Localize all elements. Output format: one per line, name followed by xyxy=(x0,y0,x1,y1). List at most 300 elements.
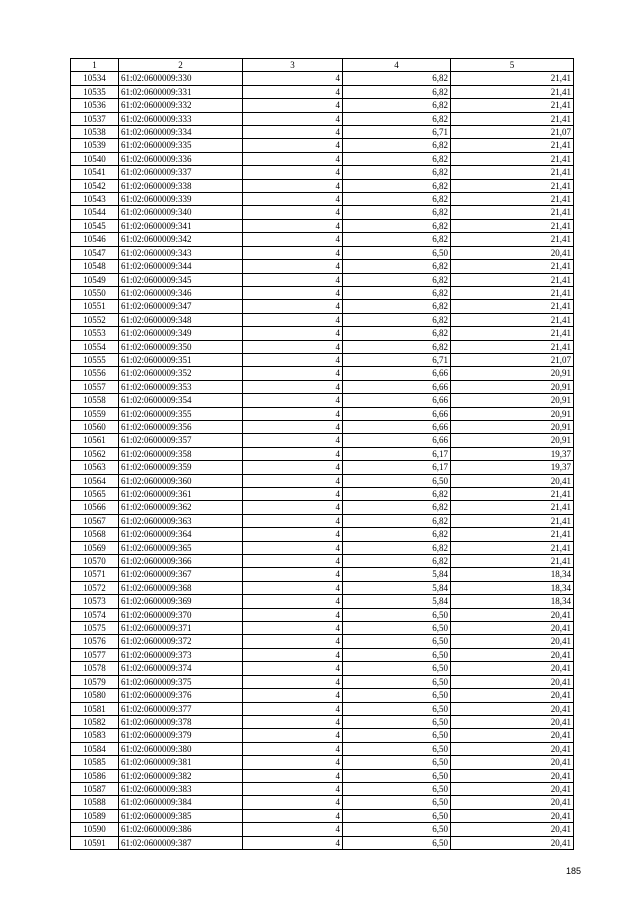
row-number-cell: 10560 xyxy=(71,420,119,433)
col5-cell: 21,41 xyxy=(451,514,574,527)
cadastral-number-cell: 61:02:0600009:332 xyxy=(119,99,243,112)
cadastral-number-cell: 61:02:0600009:340 xyxy=(119,206,243,219)
table-row xyxy=(71,595,574,608)
col5-cell: 20,41 xyxy=(451,702,574,715)
col3-cell: 4 xyxy=(243,568,343,581)
col4-cell: 6,50 xyxy=(343,756,451,769)
col5-cell: 20,41 xyxy=(451,246,574,259)
table-row xyxy=(71,420,574,433)
row-number-cell: 10568 xyxy=(71,528,119,541)
col5-cell: 20,41 xyxy=(451,689,574,702)
col3-cell: 4 xyxy=(243,528,343,541)
col5-cell: 21,41 xyxy=(451,193,574,206)
cadastral-number-cell: 61:02:0600009:365 xyxy=(119,541,243,554)
col4-cell: 6,82 xyxy=(343,340,451,353)
col4-cell: 6,82 xyxy=(343,286,451,299)
col4-cell: 6,50 xyxy=(343,662,451,675)
table-row xyxy=(71,689,574,702)
row-number-cell: 10554 xyxy=(71,340,119,353)
cadastral-number-cell: 61:02:0600009:384 xyxy=(119,796,243,809)
col3-cell: 4 xyxy=(243,179,343,192)
cadastral-number-cell: 61:02:0600009:387 xyxy=(119,836,243,849)
col4-cell: 6,66 xyxy=(343,380,451,393)
row-number-cell: 10578 xyxy=(71,662,119,675)
col4-cell: 6,71 xyxy=(343,126,451,139)
table-row xyxy=(71,742,574,755)
column-header-4: 4 xyxy=(343,59,451,72)
cadastral-number-cell: 61:02:0600009:341 xyxy=(119,219,243,232)
table-row xyxy=(71,675,574,688)
cadastral-number-cell: 61:02:0600009:373 xyxy=(119,648,243,661)
col4-cell: 6,82 xyxy=(343,166,451,179)
col4-cell: 6,50 xyxy=(343,836,451,849)
col3-cell: 4 xyxy=(243,514,343,527)
row-number-cell: 10549 xyxy=(71,273,119,286)
col3-cell: 4 xyxy=(243,260,343,273)
page-number: 185 xyxy=(566,866,582,876)
col3-cell: 4 xyxy=(243,219,343,232)
table-row xyxy=(71,407,574,420)
row-number-cell: 10563 xyxy=(71,461,119,474)
col3-cell: 4 xyxy=(243,769,343,782)
col5-cell: 21,41 xyxy=(451,99,574,112)
table-row xyxy=(71,112,574,125)
table-row xyxy=(71,555,574,568)
row-number-cell: 10564 xyxy=(71,474,119,487)
col4-cell: 6,50 xyxy=(343,474,451,487)
table-row xyxy=(71,662,574,675)
col4-cell: 6,82 xyxy=(343,112,451,125)
col4-cell: 6,82 xyxy=(343,233,451,246)
col3-cell: 4 xyxy=(243,823,343,836)
table-row xyxy=(71,447,574,460)
cadastral-number-cell: 61:02:0600009:371 xyxy=(119,622,243,635)
col3-cell: 4 xyxy=(243,715,343,728)
col4-cell: 6,50 xyxy=(343,246,451,259)
table-row xyxy=(71,488,574,501)
cadastral-number-cell: 61:02:0600009:356 xyxy=(119,420,243,433)
row-number-cell: 10583 xyxy=(71,729,119,742)
row-number-cell: 10553 xyxy=(71,327,119,340)
col5-cell: 20,41 xyxy=(451,608,574,621)
col3-cell: 4 xyxy=(243,72,343,85)
row-number-cell: 10584 xyxy=(71,742,119,755)
col3-cell: 4 xyxy=(243,286,343,299)
col4-cell: 6,82 xyxy=(343,219,451,232)
col5-cell: 21,41 xyxy=(451,233,574,246)
cadastral-number-cell: 61:02:0600009:347 xyxy=(119,300,243,313)
col4-cell: 6,50 xyxy=(343,809,451,822)
table-row xyxy=(71,782,574,795)
col5-cell: 18,34 xyxy=(451,581,574,594)
col3-cell: 4 xyxy=(243,434,343,447)
cadastral-number-cell: 61:02:0600009:357 xyxy=(119,434,243,447)
col3-cell: 4 xyxy=(243,796,343,809)
col5-cell: 21,41 xyxy=(451,340,574,353)
col4-cell: 6,82 xyxy=(343,501,451,514)
col3-cell: 4 xyxy=(243,152,343,165)
table-row xyxy=(71,394,574,407)
table-row xyxy=(71,286,574,299)
col3-cell: 4 xyxy=(243,340,343,353)
table-row xyxy=(71,367,574,380)
cadastral-number-cell: 61:02:0600009:342 xyxy=(119,233,243,246)
col5-cell: 20,91 xyxy=(451,367,574,380)
col5-cell: 18,34 xyxy=(451,568,574,581)
col5-cell: 21,41 xyxy=(451,286,574,299)
row-number-cell: 10547 xyxy=(71,246,119,259)
cadastral-number-cell: 61:02:0600009:335 xyxy=(119,139,243,152)
col5-cell: 20,91 xyxy=(451,407,574,420)
cadastral-number-cell: 61:02:0600009:380 xyxy=(119,742,243,755)
col4-cell: 6,50 xyxy=(343,796,451,809)
cadastral-number-cell: 61:02:0600009:359 xyxy=(119,461,243,474)
row-number-cell: 10559 xyxy=(71,407,119,420)
col3-cell: 4 xyxy=(243,85,343,98)
col5-cell: 20,41 xyxy=(451,742,574,755)
col5-cell: 20,41 xyxy=(451,622,574,635)
table-row xyxy=(71,635,574,648)
col3-cell: 4 xyxy=(243,488,343,501)
col5-cell: 20,41 xyxy=(451,648,574,661)
table-row xyxy=(71,702,574,715)
table-row xyxy=(71,219,574,232)
col5-cell: 21,41 xyxy=(451,313,574,326)
col5-cell: 20,41 xyxy=(451,782,574,795)
col3-cell: 4 xyxy=(243,608,343,621)
col3-cell: 4 xyxy=(243,809,343,822)
col3-cell: 4 xyxy=(243,742,343,755)
col4-cell: 6,82 xyxy=(343,528,451,541)
col3-cell: 4 xyxy=(243,139,343,152)
col5-cell: 20,41 xyxy=(451,809,574,822)
col5-cell: 21,41 xyxy=(451,488,574,501)
col4-cell: 6,17 xyxy=(343,447,451,460)
col5-cell: 21,41 xyxy=(451,112,574,125)
cadastral-number-cell: 61:02:0600009:348 xyxy=(119,313,243,326)
table-row xyxy=(71,501,574,514)
col3-cell: 4 xyxy=(243,675,343,688)
col5-cell: 21,41 xyxy=(451,139,574,152)
row-number-cell: 10586 xyxy=(71,769,119,782)
row-number-cell: 10577 xyxy=(71,648,119,661)
row-number-cell: 10581 xyxy=(71,702,119,715)
table-row xyxy=(71,380,574,393)
row-number-cell: 10590 xyxy=(71,823,119,836)
row-number-cell: 10558 xyxy=(71,394,119,407)
col4-cell: 6,50 xyxy=(343,702,451,715)
row-number-cell: 10579 xyxy=(71,675,119,688)
table-row xyxy=(71,514,574,527)
cadastral-number-cell: 61:02:0600009:345 xyxy=(119,273,243,286)
col3-cell: 4 xyxy=(243,474,343,487)
row-number-cell: 10561 xyxy=(71,434,119,447)
cadastral-number-cell: 61:02:0600009:370 xyxy=(119,608,243,621)
cadastral-number-cell: 61:02:0600009:362 xyxy=(119,501,243,514)
table-row xyxy=(71,206,574,219)
col3-cell: 4 xyxy=(243,206,343,219)
cadastral-number-cell: 61:02:0600009:360 xyxy=(119,474,243,487)
col5-cell: 20,91 xyxy=(451,434,574,447)
col3-cell: 4 xyxy=(243,555,343,568)
row-number-cell: 10536 xyxy=(71,99,119,112)
col4-cell: 6,50 xyxy=(343,675,451,688)
table-row xyxy=(71,300,574,313)
col5-cell: 21,41 xyxy=(451,528,574,541)
table-row xyxy=(71,99,574,112)
row-number-cell: 10542 xyxy=(71,179,119,192)
cadastral-number-cell: 61:02:0600009:381 xyxy=(119,756,243,769)
col3-cell: 4 xyxy=(243,193,343,206)
row-number-cell: 10585 xyxy=(71,756,119,769)
col4-cell: 6,50 xyxy=(343,648,451,661)
col4-cell: 6,50 xyxy=(343,635,451,648)
table-row xyxy=(71,528,574,541)
col5-cell: 21,41 xyxy=(451,152,574,165)
col4-cell: 6,50 xyxy=(343,715,451,728)
col3-cell: 4 xyxy=(243,782,343,795)
col3-cell: 4 xyxy=(243,313,343,326)
col3-cell: 4 xyxy=(243,246,343,259)
col3-cell: 4 xyxy=(243,447,343,460)
col4-cell: 6,66 xyxy=(343,434,451,447)
col4-cell: 6,82 xyxy=(343,99,451,112)
col4-cell: 6,82 xyxy=(343,514,451,527)
cadastral-number-cell: 61:02:0600009:334 xyxy=(119,126,243,139)
col4-cell: 6,82 xyxy=(343,179,451,192)
table-row xyxy=(71,474,574,487)
cadastral-number-cell: 61:02:0600009:366 xyxy=(119,555,243,568)
row-number-cell: 10572 xyxy=(71,581,119,594)
cadastral-number-cell: 61:02:0600009:375 xyxy=(119,675,243,688)
col3-cell: 4 xyxy=(243,407,343,420)
cadastral-number-cell: 61:02:0600009:351 xyxy=(119,353,243,366)
cadastral-number-cell: 61:02:0600009:350 xyxy=(119,340,243,353)
table-row xyxy=(71,273,574,286)
cadastral-number-cell: 61:02:0600009:331 xyxy=(119,85,243,98)
cadastral-number-cell: 61:02:0600009:363 xyxy=(119,514,243,527)
col4-cell: 6,82 xyxy=(343,300,451,313)
row-number-cell: 10545 xyxy=(71,219,119,232)
cadastral-number-cell: 61:02:0600009:358 xyxy=(119,447,243,460)
cadastral-number-cell: 61:02:0600009:368 xyxy=(119,581,243,594)
table-row xyxy=(71,233,574,246)
col4-cell: 6,82 xyxy=(343,541,451,554)
column-header-1: 1 xyxy=(71,59,119,72)
col4-cell: 6,66 xyxy=(343,420,451,433)
cadastral-number-cell: 61:02:0600009:361 xyxy=(119,488,243,501)
row-number-cell: 10544 xyxy=(71,206,119,219)
cadastral-number-cell: 61:02:0600009:349 xyxy=(119,327,243,340)
col4-cell: 6,50 xyxy=(343,608,451,621)
col5-cell: 20,91 xyxy=(451,394,574,407)
col5-cell: 20,41 xyxy=(451,836,574,849)
row-number-cell: 10557 xyxy=(71,380,119,393)
col5-cell: 21,41 xyxy=(451,179,574,192)
row-number-cell: 10571 xyxy=(71,568,119,581)
row-number-cell: 10541 xyxy=(71,166,119,179)
table-row xyxy=(71,166,574,179)
table-row xyxy=(71,152,574,165)
table-row xyxy=(71,72,574,85)
table-body xyxy=(71,72,574,850)
row-number-cell: 10567 xyxy=(71,514,119,527)
col4-cell: 6,82 xyxy=(343,193,451,206)
col4-cell: 6,82 xyxy=(343,206,451,219)
table-row xyxy=(71,715,574,728)
table-row xyxy=(71,809,574,822)
col4-cell: 6,50 xyxy=(343,769,451,782)
table-row xyxy=(71,179,574,192)
col5-cell: 20,91 xyxy=(451,420,574,433)
col3-cell: 4 xyxy=(243,300,343,313)
col3-cell: 4 xyxy=(243,581,343,594)
col5-cell: 20,41 xyxy=(451,756,574,769)
col5-cell: 20,41 xyxy=(451,715,574,728)
col4-cell: 6,82 xyxy=(343,72,451,85)
row-number-cell: 10580 xyxy=(71,689,119,702)
row-number-cell: 10582 xyxy=(71,715,119,728)
cadastral-number-cell: 61:02:0600009:333 xyxy=(119,112,243,125)
col5-cell: 19,37 xyxy=(451,461,574,474)
col3-cell: 4 xyxy=(243,233,343,246)
col4-cell: 6,82 xyxy=(343,85,451,98)
col3-cell: 4 xyxy=(243,541,343,554)
col3-cell: 4 xyxy=(243,729,343,742)
col4-cell: 6,82 xyxy=(343,139,451,152)
row-number-cell: 10565 xyxy=(71,488,119,501)
table-row xyxy=(71,541,574,554)
table-row xyxy=(71,729,574,742)
table-row xyxy=(71,622,574,635)
cadastral-number-cell: 61:02:0600009:346 xyxy=(119,286,243,299)
cadastral-number-cell: 61:02:0600009:364 xyxy=(119,528,243,541)
table-row xyxy=(71,568,574,581)
col3-cell: 4 xyxy=(243,622,343,635)
col3-cell: 4 xyxy=(243,166,343,179)
row-number-cell: 10534 xyxy=(71,72,119,85)
cadastral-number-cell: 61:02:0600009:330 xyxy=(119,72,243,85)
row-number-cell: 10535 xyxy=(71,85,119,98)
col3-cell: 4 xyxy=(243,126,343,139)
table-row xyxy=(71,126,574,139)
table-row xyxy=(71,340,574,353)
row-number-cell: 10589 xyxy=(71,809,119,822)
col4-cell: 6,66 xyxy=(343,407,451,420)
col5-cell: 20,41 xyxy=(451,769,574,782)
cadastral-number-cell: 61:02:0600009:339 xyxy=(119,193,243,206)
cadastral-number-cell: 61:02:0600009:344 xyxy=(119,260,243,273)
cadastral-number-cell: 61:02:0600009:337 xyxy=(119,166,243,179)
row-number-cell: 10548 xyxy=(71,260,119,273)
table-row xyxy=(71,434,574,447)
col4-cell: 6,50 xyxy=(343,782,451,795)
table-row xyxy=(71,193,574,206)
table-row xyxy=(71,769,574,782)
row-number-cell: 10588 xyxy=(71,796,119,809)
cadastral-number-cell: 61:02:0600009:376 xyxy=(119,689,243,702)
col5-cell: 20,41 xyxy=(451,662,574,675)
row-number-cell: 10556 xyxy=(71,367,119,380)
cadastral-number-cell: 61:02:0600009:338 xyxy=(119,179,243,192)
row-number-cell: 10562 xyxy=(71,447,119,460)
row-number-cell: 10552 xyxy=(71,313,119,326)
header-row xyxy=(71,59,574,72)
col4-cell: 6,50 xyxy=(343,622,451,635)
table-row xyxy=(71,353,574,366)
table-row xyxy=(71,823,574,836)
col5-cell: 21,41 xyxy=(451,327,574,340)
cadastral-number-cell: 61:02:0600009:377 xyxy=(119,702,243,715)
cadastral-number-cell: 61:02:0600009:378 xyxy=(119,715,243,728)
col5-cell: 20,41 xyxy=(451,729,574,742)
col4-cell: 6,50 xyxy=(343,729,451,742)
table-row xyxy=(71,461,574,474)
col5-cell: 21,07 xyxy=(451,353,574,366)
col3-cell: 4 xyxy=(243,380,343,393)
col5-cell: 21,41 xyxy=(451,206,574,219)
cadastral-number-cell: 61:02:0600009:385 xyxy=(119,809,243,822)
col4-cell: 6,82 xyxy=(343,273,451,286)
col4-cell: 6,50 xyxy=(343,823,451,836)
cadastral-number-cell: 61:02:0600009:374 xyxy=(119,662,243,675)
col5-cell: 21,41 xyxy=(451,85,574,98)
col3-cell: 4 xyxy=(243,702,343,715)
col3-cell: 4 xyxy=(243,353,343,366)
data-table xyxy=(70,58,574,850)
cadastral-number-cell: 61:02:0600009:382 xyxy=(119,769,243,782)
col4-cell: 6,66 xyxy=(343,367,451,380)
row-number-cell: 10575 xyxy=(71,622,119,635)
col4-cell: 5,84 xyxy=(343,595,451,608)
col4-cell: 6,82 xyxy=(343,260,451,273)
row-number-cell: 10537 xyxy=(71,112,119,125)
cadastral-number-cell: 61:02:0600009:372 xyxy=(119,635,243,648)
row-number-cell: 10538 xyxy=(71,126,119,139)
table-row xyxy=(71,313,574,326)
col4-cell: 5,84 xyxy=(343,581,451,594)
col5-cell: 20,41 xyxy=(451,474,574,487)
row-number-cell: 10570 xyxy=(71,555,119,568)
cadastral-number-cell: 61:02:0600009:354 xyxy=(119,394,243,407)
row-number-cell: 10555 xyxy=(71,353,119,366)
col3-cell: 4 xyxy=(243,662,343,675)
cadastral-number-cell: 61:02:0600009:355 xyxy=(119,407,243,420)
col5-cell: 21,41 xyxy=(451,219,574,232)
col4-cell: 6,71 xyxy=(343,353,451,366)
cadastral-number-cell: 61:02:0600009:379 xyxy=(119,729,243,742)
col3-cell: 4 xyxy=(243,836,343,849)
col4-cell: 6,66 xyxy=(343,394,451,407)
table-row xyxy=(71,608,574,621)
col5-cell: 21,41 xyxy=(451,273,574,286)
col3-cell: 4 xyxy=(243,112,343,125)
col4-cell: 6,50 xyxy=(343,742,451,755)
col3-cell: 4 xyxy=(243,595,343,608)
row-number-cell: 10569 xyxy=(71,541,119,554)
column-header-5: 5 xyxy=(451,59,574,72)
col4-cell: 6,82 xyxy=(343,555,451,568)
col3-cell: 4 xyxy=(243,327,343,340)
cadastral-number-cell: 61:02:0600009:369 xyxy=(119,595,243,608)
col5-cell: 19,37 xyxy=(451,447,574,460)
cadastral-number-cell: 61:02:0600009:336 xyxy=(119,152,243,165)
table-row xyxy=(71,581,574,594)
col5-cell: 21,07 xyxy=(451,126,574,139)
table-row xyxy=(71,85,574,98)
row-number-cell: 10540 xyxy=(71,152,119,165)
row-number-cell: 10591 xyxy=(71,836,119,849)
